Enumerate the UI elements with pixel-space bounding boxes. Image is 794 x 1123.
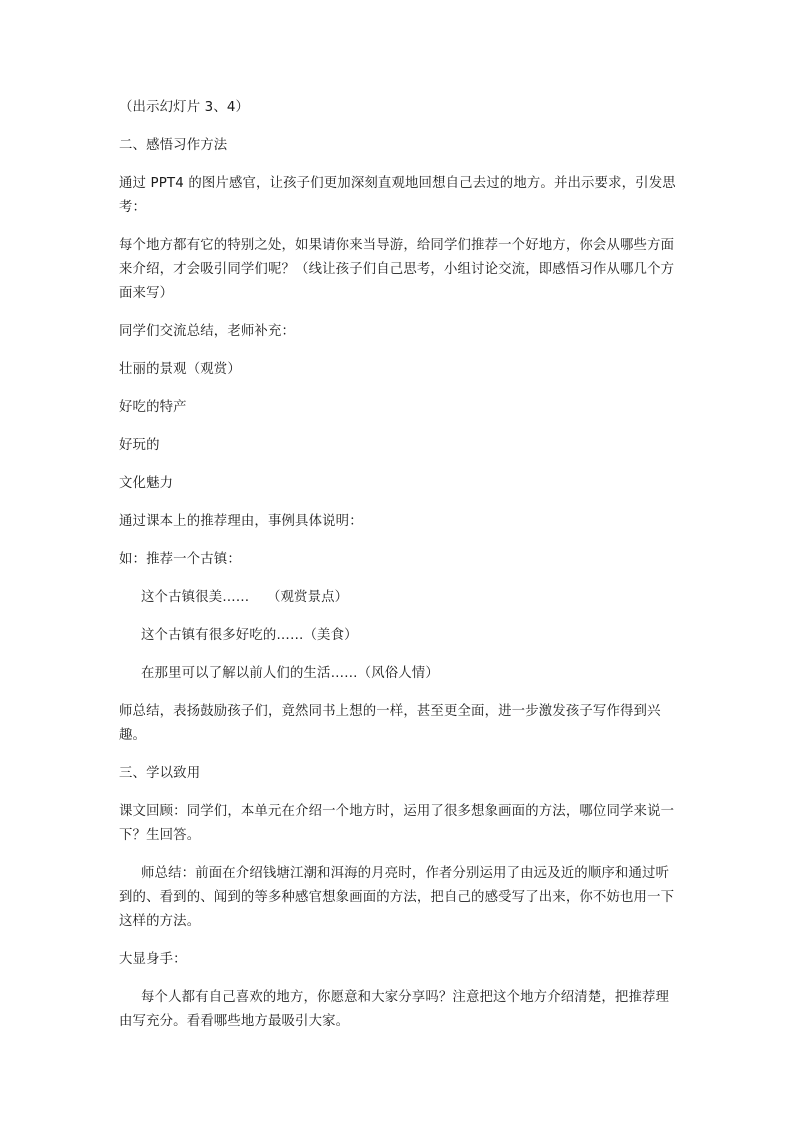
section-heading-2: 二、感悟习作方法 [119,138,228,153]
example-line-food: 这个古镇有很多好吃的……（美食） [141,628,358,643]
paragraph-sharing-task: 每个人都有自己喜欢的地方，你愿意和大家分享吗？注意把这个地方介绍清楚，把推荐理由写充分。看看哪些地方最吸引大家。 [119,990,670,1029]
paragraph-summary-intro: 同学们交流总结，老师补充： [119,324,296,339]
section-heading-3: 三、学以致用 [119,766,201,781]
paragraph-example-intro: 如：推荐一个古镇： [119,552,241,567]
example-line-beautiful: 这个古镇很美…… （观赏景点） [141,590,349,605]
document-body [119,96,681,1048]
paragraph-text-review: 课文回顾：同学们，本单元在介绍一个地方时，运用了很多想象画面的方法，哪位同学来说一下？生回答。 [119,804,675,843]
slide-note: （出示幻灯片 3、4） [119,100,250,115]
paragraph-guide-question: 每个地方都有它的特别之处，如果请你来当导游，给同学们推荐一个好地方，你会从哪些方面来介绍，才会吸引同学们呢？（线让孩子们自己思考，小组讨论交流，即感悟习作从哪几个方面来写） [119,238,675,301]
list-item-culture: 文化魅力 [119,476,174,491]
paragraph-ppt4-intro: 通过 PPT4 的图片感官，让孩子们更加深刻直观地回想自己去过的地方。并出示要求，引发思考： [119,176,676,215]
paragraph-teacher-conclusion: 师总结：前面在介绍钱塘江潮和洱海的月亮时，作者分别运用了由远及近的顺序和通过听到的、看到的、闻到的等多种感官想象画面的方法，把自己的感受写了出来，你不妨也用一下这样的方法。 [119,866,675,929]
paragraph-textbook-reasons: 通过课本上的推荐理由，事例具体说明： [119,514,363,529]
paragraph-show-skills: 大显身手： [119,952,187,967]
list-item-fun: 好玩的 [119,438,160,453]
paragraph-teacher-summary: 师总结，表扬鼓励孩子们，竟然同书上想的一样，甚至更全面，进一步激发孩子写作得到兴趣。 [119,704,661,743]
list-item-food: 好吃的特产 [119,400,187,415]
list-item-scenery: 壮丽的景观（观赏） [119,362,241,377]
example-line-customs: 在那里可以了解以前人们的生活……（风俗人情） [141,666,439,681]
